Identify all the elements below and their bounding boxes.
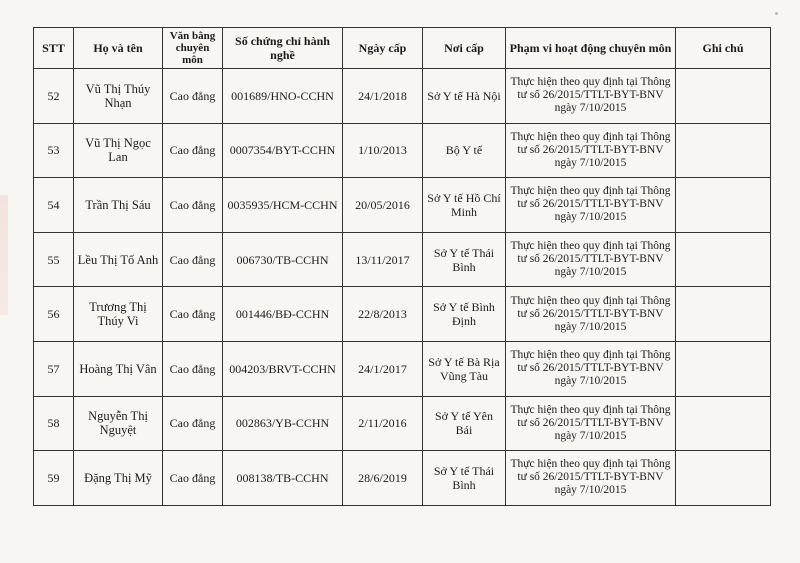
cell-name: Trương Thị Thúy Vi bbox=[74, 287, 163, 342]
cell-stt: 56 bbox=[34, 287, 74, 342]
cell-scope: Thực hiện theo quy định tại Thông tư số 26/2015/TTLT-BYT-BNV ngày 7/10/2015 bbox=[506, 396, 676, 451]
cell-issue-date: 22/8/2013 bbox=[343, 287, 423, 342]
table-row bbox=[34, 341, 771, 396]
table-row bbox=[34, 178, 771, 233]
cell-certificate: 006730/TB-CCHN bbox=[223, 232, 343, 287]
header-row bbox=[34, 28, 771, 69]
cell-name: Vũ Thị Thúy Nhạn bbox=[74, 69, 163, 124]
cell-issue-date: 1/10/2013 bbox=[343, 123, 423, 178]
cell-scope: Thực hiện theo quy định tại Thông tư số 26/2015/TTLT-BYT-BNV ngày 7/10/2015 bbox=[506, 178, 676, 233]
table-row bbox=[34, 123, 771, 178]
table-row bbox=[34, 451, 771, 506]
table-row bbox=[34, 232, 771, 287]
cell-degree: Cao đẳng bbox=[163, 232, 223, 287]
cell-scope: Thực hiện theo quy định tại Thông tư số 26/2015/TTLT-BYT-BNV ngày 7/10/2015 bbox=[506, 287, 676, 342]
cell-certificate: 004203/BRVT-CCHN bbox=[223, 341, 343, 396]
cell-note bbox=[676, 451, 771, 506]
cell-issue-date: 13/11/2017 bbox=[343, 232, 423, 287]
header-scope: Phạm vi hoạt động chuyên môn bbox=[506, 28, 676, 69]
cell-stt: 53 bbox=[34, 123, 74, 178]
cell-degree: Cao đẳng bbox=[163, 69, 223, 124]
document-page bbox=[33, 27, 771, 506]
header-name: Họ và tên bbox=[74, 28, 163, 69]
cell-note bbox=[676, 178, 771, 233]
cell-certificate: 008138/TB-CCHN bbox=[223, 451, 343, 506]
cell-note bbox=[676, 123, 771, 178]
cell-name: Vũ Thị Ngọc Lan bbox=[74, 123, 163, 178]
cell-name: Trần Thị Sáu bbox=[74, 178, 163, 233]
table-row bbox=[34, 396, 771, 451]
cell-certificate: 0035935/HCM-CCHN bbox=[223, 178, 343, 233]
cell-scope: Thực hiện theo quy định tại Thông tư số 26/2015/TTLT-BYT-BNV ngày 7/10/2015 bbox=[506, 69, 676, 124]
cell-stt: 57 bbox=[34, 341, 74, 396]
cell-certificate: 001689/HNO-CCHN bbox=[223, 69, 343, 124]
header-stt: STT bbox=[34, 28, 74, 69]
cell-scope: Thực hiện theo quy định tại Thông tư số 26/2015/TTLT-BYT-BNV ngày 7/10/2015 bbox=[506, 232, 676, 287]
cell-certificate: 001446/BĐ-CCHN bbox=[223, 287, 343, 342]
table-body bbox=[34, 69, 771, 506]
header-issue-date: Ngày cấp bbox=[343, 28, 423, 69]
cell-note bbox=[676, 69, 771, 124]
cell-degree: Cao đẳng bbox=[163, 396, 223, 451]
header-degree: Văn bằng chuyên môn bbox=[163, 28, 223, 69]
table-row bbox=[34, 69, 771, 124]
binding-edge-mark bbox=[0, 195, 8, 315]
cell-issue-date: 2/11/2016 bbox=[343, 396, 423, 451]
cell-name: Lều Thị Tố Anh bbox=[74, 232, 163, 287]
header-note: Ghi chú bbox=[676, 28, 771, 69]
cell-issue-date: 20/05/2016 bbox=[343, 178, 423, 233]
cell-scope: Thực hiện theo quy định tại Thông tư số 26/2015/TTLT-BYT-BNV ngày 7/10/2015 bbox=[506, 341, 676, 396]
cell-degree: Cao đẳng bbox=[163, 287, 223, 342]
cell-issue-date: 24/1/2018 bbox=[343, 69, 423, 124]
cell-stt: 59 bbox=[34, 451, 74, 506]
cell-stt: 52 bbox=[34, 69, 74, 124]
cell-issue-date: 24/1/2017 bbox=[343, 341, 423, 396]
cell-issuer: Bộ Y tế bbox=[423, 123, 506, 178]
cell-stt: 54 bbox=[34, 178, 74, 233]
cell-degree: Cao đẳng bbox=[163, 451, 223, 506]
cell-note bbox=[676, 341, 771, 396]
scan-dot bbox=[775, 12, 778, 15]
cell-scope: Thực hiện theo quy định tại Thông tư số 26/2015/TTLT-BYT-BNV ngày 7/10/2015 bbox=[506, 123, 676, 178]
cell-name: Hoàng Thị Vân bbox=[74, 341, 163, 396]
cell-stt: 58 bbox=[34, 396, 74, 451]
cell-issuer: Sở Y tế Thái Bình bbox=[423, 232, 506, 287]
staff-certificate-table bbox=[33, 27, 771, 506]
cell-issuer: Sở Y tế Yên Bái bbox=[423, 396, 506, 451]
cell-name: Đặng Thị Mỹ bbox=[74, 451, 163, 506]
cell-stt: 55 bbox=[34, 232, 74, 287]
cell-note bbox=[676, 232, 771, 287]
cell-degree: Cao đẳng bbox=[163, 341, 223, 396]
cell-issuer: Sở Y tế Bà Rịa Vũng Tàu bbox=[423, 341, 506, 396]
cell-certificate: 002863/YB-CCHN bbox=[223, 396, 343, 451]
cell-issuer: Sở Y tế Bình Định bbox=[423, 287, 506, 342]
cell-issuer: Sở Y tế Thái Bình bbox=[423, 451, 506, 506]
cell-scope: Thực hiện theo quy định tại Thông tư số 26/2015/TTLT-BYT-BNV ngày 7/10/2015 bbox=[506, 451, 676, 506]
cell-issuer: Sở Y tế Hồ Chí Minh bbox=[423, 178, 506, 233]
cell-name: Nguyễn Thị Nguyệt bbox=[74, 396, 163, 451]
cell-degree: Cao đẳng bbox=[163, 123, 223, 178]
cell-note bbox=[676, 287, 771, 342]
cell-degree: Cao đẳng bbox=[163, 178, 223, 233]
header-issuer: Nơi cấp bbox=[423, 28, 506, 69]
header-certificate: Số chứng chỉ hành nghề bbox=[223, 28, 343, 69]
table-header bbox=[34, 28, 771, 69]
cell-note bbox=[676, 396, 771, 451]
cell-issue-date: 28/6/2019 bbox=[343, 451, 423, 506]
cell-issuer: Sở Y tế Hà Nội bbox=[423, 69, 506, 124]
cell-certificate: 0007354/BYT-CCHN bbox=[223, 123, 343, 178]
table-row bbox=[34, 287, 771, 342]
